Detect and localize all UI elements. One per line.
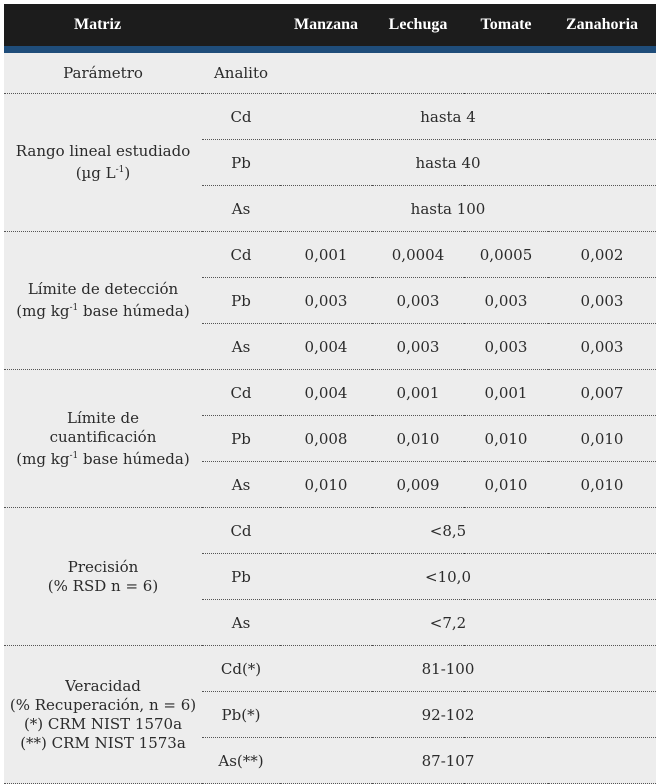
parametro-label: Parámetro xyxy=(4,53,202,94)
value-cell: 0,003 xyxy=(548,278,656,324)
value-cell: 0,003 xyxy=(548,324,656,370)
merged-value-cell: <7,2 xyxy=(280,600,656,646)
header-col-zanahoria: Zanahoria xyxy=(548,4,656,46)
header-col-tomate: Tomate xyxy=(464,4,548,46)
merged-value-cell: hasta 4 xyxy=(280,94,656,140)
group-label xyxy=(4,508,202,646)
table-row xyxy=(4,94,656,140)
group-label xyxy=(4,646,202,784)
analyte-cell: Pb(*) xyxy=(202,692,280,738)
analyte-cell: As xyxy=(202,186,280,232)
group-label-line: cuantificación xyxy=(49,427,157,446)
group-label-line: Rango lineal estudiado xyxy=(15,142,191,160)
analyte-cell: Pb xyxy=(202,416,280,462)
table-row xyxy=(4,370,656,416)
group-label-line: Precisión xyxy=(67,557,139,576)
header-matriz: Matriz xyxy=(4,4,280,46)
analyte-cell: Pb xyxy=(202,278,280,324)
group-label-line: (µg $L^{-1}$) xyxy=(75,164,131,182)
group-label xyxy=(4,94,202,232)
merged-value-cell: <8,5 xyxy=(280,508,656,554)
value-cell: 0,010 xyxy=(548,416,656,462)
analyte-cell: As xyxy=(202,324,280,370)
group-label-line: Límite de detección xyxy=(27,280,179,298)
value-cell: 0,010 xyxy=(548,462,656,508)
value-cell: 0,001 xyxy=(464,370,548,416)
analyte-cell: Cd xyxy=(202,94,280,140)
value-cell: 0,003 xyxy=(464,278,548,324)
table-container xyxy=(4,4,656,784)
value-cell: 0,008 xyxy=(280,416,372,462)
value-cell: 0,003 xyxy=(372,324,464,370)
value-cell: 0,002 xyxy=(548,232,656,278)
value-cell: 0,004 xyxy=(280,324,372,370)
value-cell: 0,004 xyxy=(280,370,372,416)
analyte-cell: Pb xyxy=(202,554,280,600)
value-cell: 0,003 xyxy=(280,278,372,324)
group-label-line: Veracidad xyxy=(65,676,141,695)
merged-value-cell: 81-100 xyxy=(280,646,656,692)
header-col-manzana: Manzana xyxy=(280,4,372,46)
analyte-cell: Pb xyxy=(202,140,280,186)
value-cell: 0,010 xyxy=(464,416,548,462)
group-label-line: (mg $kg^{-1}$ base húmeda) xyxy=(16,449,190,468)
header-row xyxy=(4,4,656,46)
group-label-line: (*) CRM NIST 1570a xyxy=(23,714,183,733)
value-cell: 0,003 xyxy=(464,324,548,370)
value-cell: 0,010 xyxy=(372,416,464,462)
table-row xyxy=(4,508,656,554)
value-cell: 0,007 xyxy=(548,370,656,416)
group-label-line: (mg $kg^{-1}$ base húmeda) xyxy=(16,302,190,320)
header-accent-bar xyxy=(4,46,656,53)
merged-value-cell: 92-102 xyxy=(280,692,656,738)
table-row xyxy=(4,646,656,692)
analysis-table xyxy=(4,4,656,784)
table-row xyxy=(4,232,656,278)
merged-value-cell: 87-107 xyxy=(280,738,656,784)
group-label-line: Límite de xyxy=(67,408,139,427)
parameter-row xyxy=(4,53,656,94)
analyte-cell: As xyxy=(202,600,280,646)
value-cell: 0,010 xyxy=(280,462,372,508)
group-label-line: (% RSD n = 6) xyxy=(47,576,159,595)
analyte-cell: Cd xyxy=(202,508,280,554)
group-label xyxy=(4,232,202,370)
value-cell: 0,003 xyxy=(372,278,464,324)
value-cell: 0,009 xyxy=(372,462,464,508)
value-cell: 0,001 xyxy=(280,232,372,278)
merged-value-cell: hasta 100 xyxy=(280,186,656,232)
value-cell: 0,0004 xyxy=(372,232,464,278)
analyte-cell: Cd(*) xyxy=(202,646,280,692)
group-label xyxy=(4,370,202,508)
analyte-cell: As(**) xyxy=(202,738,280,784)
merged-value-cell: hasta 40 xyxy=(280,140,656,186)
group-label-line: (% Recuperación, n = 6) xyxy=(9,695,197,714)
header-col-lechuga: Lechuga xyxy=(372,4,464,46)
value-cell: 0,010 xyxy=(464,462,548,508)
value-cell: 0,0005 xyxy=(464,232,548,278)
group-label-line: (**) CRM NIST 1573a xyxy=(20,733,186,752)
analyte-cell: As xyxy=(202,462,280,508)
merged-value-cell: <10,0 xyxy=(280,554,656,600)
analyte-cell: Cd xyxy=(202,370,280,416)
value-cell: 0,001 xyxy=(372,370,464,416)
analyte-cell: Cd xyxy=(202,232,280,278)
analito-label: Analito xyxy=(202,53,280,94)
